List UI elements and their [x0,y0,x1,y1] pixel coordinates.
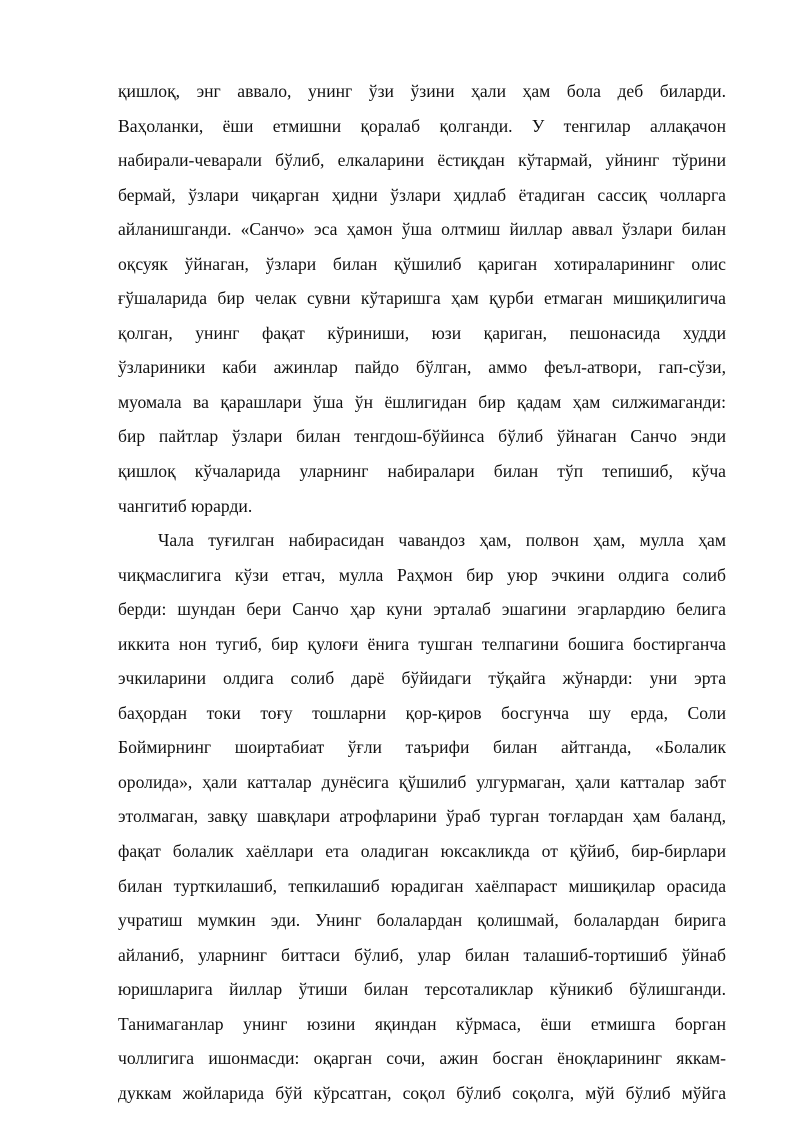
text-line: айланишганди. «Санчо» эса ҳамон ўша олтмиш йиллар аввал ўзлари билан [118,219,726,240]
text-line: қишлоқ кўчаларида уларнинг набиралари билан тўп тепишиб, кўча [118,461,726,482]
text-line: чиқмаслигига кўзи етгач, мулла Раҳмон бир уюр эчкини олдига солиб [118,564,726,585]
text-line: бир пайтлар ўзлари билан тенгдош-бўйинса бўлиб ўйнаган Санчо энди [118,426,726,447]
text-line: берди: шундан бери Санчо ҳар куни эрталаб эшагини эгарлардию белига [118,599,726,620]
text-line: Танимаганлар унинг юзини яқиндан кўрмаса, ёши етмишга борган [118,1013,726,1034]
text-line: Боймирнинг шоиртабиат ўғли таърифи билан айтганда, «Болалик [118,737,726,758]
text-line: оролида», ҳали катталар дунёсига қўшилиб улгурмаган, ҳали катталар забт [118,771,726,792]
text-line: дуккам жойларида бўй кўрсатган, соқол бўлиб соқолга, мўй бўлиб мўйга [118,1082,726,1103]
text-line: қолган, унинг фақат кўриниши, юзи қариган, пешонасида худди [118,322,726,343]
paragraph-end-line: чангитиб юрарди. [118,495,253,516]
text-line: билан турткилашиб, тепкилашиб юрадиган хаёлпараст мишиқилар орасида [118,875,726,896]
text-line: ўзлариники каби ажинлар пайдо бўлган, аммо феъл-атвори, гап-сўзи, [118,357,726,378]
text-line: фақат болалик хаёллари ета оладиган юксакликда от қўйиб, бир-бирлари [118,841,726,862]
text-line: айланиб, уларнинг биттаси бўлиб, улар билан талашиб-тортишиб ўйнаб [118,944,726,965]
text-line: учратиш мумкин эди. Унинг болалардан қолишмай, болалардан бирига [118,910,726,931]
text-line: муомала ва қарашлари ўша ўн ёшлигидан бир қадам ҳам силжимаганди: [118,391,726,412]
text-line: қишлоқ, энг аввало, унинг ўзи ўзини ҳали ҳам бола деб биларди. [118,81,726,101]
text-line: этолмаган, завқу шавқлари атрофларини ўраб турган тоғлардан ҳам баланд, [118,806,726,827]
paragraph-first-line: Чала туғилган набирасидан чавандоз ҳам, полвон ҳам, мулла ҳам [158,530,726,551]
text-line: эчкиларини олдига солиб дарё бўйидаги тўқайга жўнарди: уни эрта [118,668,726,689]
text-line: Ваҳоланки, ёши етмишни қоралаб қолганди. У тенгилар аллақачон [118,115,726,136]
text-line: набирали-чеварали бўлиб, елкаларини ёстиқдан кўтармай, уйнинг тўрини [118,150,726,171]
body-text [118,74,726,1110]
text-line: чоллигига ишонмасди: оқарган сочи, ажин босган ёноқларининг яккам- [118,1048,726,1069]
text-line: бермай, ўзлари чиқарган ҳидни ўзлари ҳидлаб ётадиган сассиқ чолларга [118,184,726,205]
text-line: баҳордан токи тоғу тошларни қор-қиров босгунча шу ерда, Соли [118,702,726,723]
text-line: иккита нон тугиб, бир қулоғи ёнига тушган телпагини бошига бостирганча [118,633,726,654]
text-line: оқсуяк ўйнаган, ўзлари билан қўшилиб қариган хотираларининг олис [118,253,726,274]
text-line: ғўшаларида бир челак сувни кўтаришга ҳам қурби етмаган мишиқилигича [118,288,726,309]
text-line: юришларига йиллар ўтиши билан терсоталиклар кўникиб бўлишганди. [118,979,726,1000]
